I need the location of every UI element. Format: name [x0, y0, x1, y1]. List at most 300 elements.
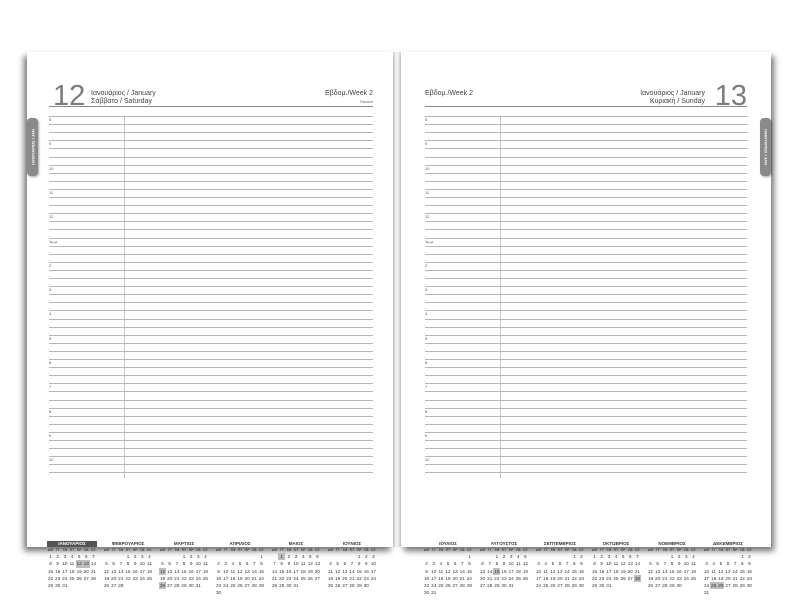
calendar-day[interactable]: 23 — [132, 575, 138, 581]
calendar-day[interactable]: 8 — [593, 561, 596, 567]
calendar-day[interactable]: 10 — [704, 568, 710, 574]
calendar-day[interactable]: 18 — [300, 568, 306, 574]
calendar-day[interactable]: 9 — [425, 568, 428, 574]
calendar-day[interactable]: 3 — [196, 554, 200, 559]
calendar-day[interactable]: 30 — [676, 583, 682, 589]
calendar-day[interactable]: 9 — [56, 561, 59, 567]
calendar-day[interactable]: 6 — [558, 561, 562, 567]
calendar-day[interactable]: 7 — [175, 561, 179, 567]
calendar-day[interactable]: 1 — [278, 553, 285, 560]
calendar-day[interactable]: 15 — [466, 568, 472, 574]
calendar-day[interactable]: 30 — [746, 583, 752, 589]
calendar-day[interactable]: 11 — [203, 561, 208, 567]
calendar-day[interactable]: 18 — [543, 575, 549, 581]
calendar-day[interactable]: 12 — [307, 561, 313, 567]
calendar-day[interactable]: 17 — [536, 575, 542, 581]
calendar-day[interactable]: 22 — [494, 575, 500, 581]
calendar-day[interactable]: 19 — [620, 568, 626, 574]
calendar-day[interactable]: 30 — [578, 583, 584, 589]
calendar-day[interactable]: 27 — [627, 575, 633, 581]
calendar-day[interactable]: 15 — [258, 568, 264, 574]
calendar-day[interactable]: 21 — [174, 575, 180, 581]
time-row[interactable] — [425, 310, 747, 311]
calendar-day[interactable]: 13 — [452, 568, 458, 574]
calendar-day[interactable]: 8 — [495, 561, 499, 567]
time-row[interactable] — [49, 408, 373, 409]
calendar-day[interactable]: 29 — [466, 583, 472, 589]
calendar-day[interactable]: 22 — [279, 575, 285, 581]
time-row[interactable] — [425, 351, 747, 352]
calendar-day[interactable]: 2 — [425, 561, 428, 567]
calendar-day[interactable]: 26 — [550, 583, 556, 589]
calendar-day[interactable]: 28 — [174, 583, 180, 589]
calendar-day[interactable]: 4 — [712, 561, 715, 567]
time-row[interactable] — [425, 302, 747, 303]
calendar-day[interactable]: 13 — [557, 568, 563, 574]
time-row[interactable] — [49, 221, 373, 222]
time-row[interactable] — [425, 140, 747, 141]
calendar-day[interactable]: 14 — [118, 568, 124, 574]
calendar-day[interactable]: 4 — [692, 554, 695, 559]
calendar-day[interactable]: 15 — [356, 568, 362, 574]
time-row[interactable] — [49, 254, 373, 255]
calendar-day[interactable]: 18 — [711, 575, 717, 581]
calendar-day[interactable]: 13 — [627, 561, 633, 567]
calendar-day[interactable]: 27 — [342, 583, 348, 589]
calendar-day[interactable]: 30 — [188, 583, 194, 589]
calendar-day[interactable]: 11 — [300, 561, 306, 567]
calendar-day[interactable]: 17 — [431, 575, 437, 581]
calendar-day[interactable]: 25 — [230, 583, 236, 589]
calendar-day[interactable]: 19 — [718, 575, 724, 581]
month-tab[interactable] — [760, 118, 771, 176]
calendar-day[interactable]: 8 — [280, 561, 283, 567]
calendar-day[interactable]: 29 — [279, 583, 285, 589]
calendar-day[interactable]: 16 — [424, 575, 430, 581]
calendar-day[interactable]: 8 — [740, 561, 744, 567]
calendar-day[interactable]: 14 — [487, 568, 493, 574]
time-row[interactable] — [49, 343, 373, 344]
calendar-day[interactable]: 3 — [537, 561, 540, 567]
calendar-day[interactable]: 15 — [181, 568, 187, 574]
calendar-day[interactable]: 16 — [501, 568, 507, 574]
calendar-day[interactable]: 21 — [251, 575, 257, 581]
calendar-day[interactable]: 28 — [732, 583, 738, 589]
time-row[interactable] — [425, 319, 747, 320]
calendar-day[interactable]: 3 — [684, 554, 688, 559]
calendar-day[interactable]: 26 — [522, 575, 528, 581]
calendar-day[interactable]: 11 — [438, 568, 444, 574]
calendar-day[interactable]: 25 — [300, 575, 306, 581]
calendar-day[interactable]: 4 — [70, 554, 74, 559]
time-row[interactable] — [425, 286, 747, 287]
calendar-day[interactable]: 10 — [536, 568, 542, 574]
time-row[interactable] — [49, 205, 373, 206]
calendar-day[interactable]: 17 — [370, 568, 376, 574]
calendar-day[interactable]: 10 — [431, 568, 437, 574]
calendar-day[interactable]: 23 — [363, 575, 369, 581]
calendar-day[interactable]: 17 — [704, 575, 710, 581]
calendar-day[interactable]: 9 — [364, 561, 368, 567]
calendar-day[interactable]: 14 — [251, 568, 257, 574]
calendar-day[interactable]: 28 — [662, 583, 668, 589]
calendar-day[interactable]: 26 — [718, 583, 724, 589]
calendar-day[interactable]: 11 — [691, 561, 696, 567]
calendar-day[interactable]: 7 — [350, 561, 354, 567]
calendar-day[interactable]: 19 — [648, 575, 654, 581]
time-row[interactable] — [49, 140, 373, 141]
calendar-day[interactable]: 6 — [453, 561, 457, 567]
calendar-day[interactable]: 31 — [431, 590, 437, 596]
time-row[interactable] — [49, 302, 373, 303]
calendar-day[interactable]: 22 — [48, 575, 54, 581]
calendar-day[interactable]: 12 — [160, 568, 166, 574]
calendar-day[interactable]: 7 — [460, 561, 464, 567]
time-row[interactable] — [49, 448, 373, 449]
time-row[interactable] — [49, 124, 373, 125]
time-row[interactable] — [425, 205, 747, 206]
calendar-day[interactable]: 25 — [202, 575, 208, 581]
calendar-day[interactable]: 19 — [335, 575, 341, 581]
calendar-day[interactable]: 6 — [656, 561, 659, 567]
time-row[interactable] — [425, 173, 747, 174]
time-row[interactable] — [49, 213, 373, 214]
calendar-day[interactable]: 10 — [195, 561, 201, 567]
time-row[interactable] — [49, 464, 373, 465]
calendar-day[interactable]: 18 — [438, 575, 444, 581]
time-row[interactable] — [49, 197, 373, 198]
calendar-day[interactable]: 31 — [704, 590, 710, 596]
calendar-day[interactable]: 13 — [725, 568, 731, 574]
calendar-day[interactable]: 1 — [182, 554, 186, 559]
calendar-day[interactable]: 20 — [167, 575, 173, 581]
calendar-day[interactable]: 17 — [508, 568, 514, 574]
calendar-day[interactable]: 9 — [580, 561, 583, 567]
calendar-day[interactable]: 1 — [572, 554, 576, 559]
time-row[interactable] — [425, 367, 747, 368]
calendar-day[interactable]: 21 — [459, 575, 465, 581]
calendar-day[interactable]: 23 — [578, 575, 584, 581]
calendar-day[interactable]: 24 — [139, 575, 145, 581]
time-row[interactable] — [425, 335, 747, 336]
calendar-day[interactable]: 30 — [55, 583, 61, 589]
time-row[interactable] — [425, 124, 747, 125]
calendar-day[interactable]: 15 — [571, 568, 577, 574]
calendar-day[interactable]: 4 — [614, 554, 618, 559]
calendar-day[interactable]: 1 — [670, 554, 674, 559]
calendar-day[interactable]: 9 — [287, 561, 291, 567]
calendar-day[interactable]: 8 — [49, 561, 52, 567]
calendar-day[interactable]: 20 — [655, 575, 661, 581]
calendar-day[interactable]: 29 — [739, 583, 745, 589]
calendar-day[interactable]: 18 — [328, 575, 334, 581]
calendar-day[interactable]: 11 — [711, 568, 717, 574]
calendar-day[interactable]: 17 — [293, 568, 299, 574]
calendar-day[interactable]: 24 — [370, 575, 376, 581]
calendar-day[interactable]: 17 — [62, 568, 68, 574]
calendar-day[interactable]: 4 — [544, 561, 547, 567]
calendar-day[interactable]: 24 — [683, 575, 689, 581]
time-row[interactable] — [425, 229, 747, 230]
time-row[interactable] — [425, 327, 747, 328]
calendar-day[interactable]: 3 — [224, 561, 227, 567]
calendar-day[interactable]: 24 — [536, 583, 542, 589]
calendar-day[interactable]: 19 — [76, 568, 82, 574]
calendar-day[interactable]: 14 — [634, 561, 640, 567]
calendar-day[interactable]: 25 — [438, 583, 444, 589]
calendar-day[interactable]: 8 — [468, 561, 471, 567]
calendar-day[interactable]: 7 — [488, 561, 491, 567]
calendar-day[interactable]: 19 — [550, 575, 556, 581]
calendar-day[interactable]: 17 — [139, 568, 145, 574]
calendar-day[interactable]: 19 — [307, 568, 313, 574]
calendar-day[interactable]: 1 — [740, 554, 744, 559]
time-row[interactable] — [49, 319, 373, 320]
calendar-day[interactable]: 5 — [719, 561, 723, 567]
calendar-day[interactable]: 5 — [105, 561, 108, 567]
calendar-day[interactable]: 10 — [139, 561, 145, 567]
calendar-day[interactable]: 22 — [669, 575, 675, 581]
calendar-day[interactable]: 11 — [147, 561, 152, 567]
calendar-day[interactable]: 23 — [286, 575, 292, 581]
calendar-day[interactable]: 24 — [508, 575, 514, 581]
calendar-day[interactable]: 29 — [592, 583, 598, 589]
calendar-day[interactable]: 6 — [481, 561, 484, 567]
calendar-day[interactable]: 28 — [251, 583, 257, 589]
time-row[interactable] — [49, 383, 373, 384]
calendar-day[interactable]: 12 — [522, 561, 528, 567]
time-row[interactable] — [49, 173, 373, 174]
calendar-day[interactable]: 30 — [599, 583, 605, 589]
calendar-day[interactable]: 28 — [349, 583, 355, 589]
calendar-day[interactable]: 25 — [515, 575, 521, 581]
calendar-day[interactable]: 9 — [600, 561, 603, 567]
calendar-day[interactable]: 27 — [167, 583, 173, 589]
time-row[interactable] — [49, 416, 373, 417]
calendar-day[interactable]: 7 — [733, 561, 737, 567]
calendar-day[interactable]: 29 — [48, 583, 54, 589]
time-row[interactable] — [49, 286, 373, 287]
calendar-day[interactable]: 2 — [600, 554, 603, 559]
calendar-day[interactable]: 2 — [56, 554, 59, 559]
time-row[interactable] — [49, 351, 373, 352]
calendar-day[interactable]: 1 — [126, 554, 130, 559]
calendar-day[interactable]: 29 — [494, 583, 500, 589]
calendar-day[interactable]: 14 — [732, 568, 738, 574]
calendar-day[interactable]: 30 — [363, 583, 369, 589]
calendar-day[interactable]: 2 — [502, 554, 506, 559]
calendar-day[interactable]: 31 — [195, 583, 201, 589]
calendar-day[interactable]: 1 — [495, 554, 499, 559]
calendar-day[interactable]: 27 — [83, 575, 89, 581]
calendar-day[interactable]: 17 — [606, 568, 612, 574]
time-row[interactable] — [425, 472, 747, 473]
calendar-day[interactable]: 14 — [174, 568, 180, 574]
calendar-day[interactable]: 23 — [676, 575, 682, 581]
calendar-day[interactable]: 24 — [223, 583, 229, 589]
calendar-day[interactable]: 26 — [104, 583, 110, 589]
calendar-day[interactable]: 1 — [468, 554, 471, 559]
calendar-day[interactable]: 16 — [55, 568, 61, 574]
calendar-day[interactable]: 13 — [111, 568, 117, 574]
calendar-day[interactable]: 16 — [599, 568, 605, 574]
calendar-day[interactable]: 18 — [69, 568, 75, 574]
calendar-day[interactable]: 1 — [260, 554, 263, 559]
calendar-day[interactable]: 12 — [445, 568, 451, 574]
calendar-day[interactable]: 12 — [648, 568, 654, 574]
calendar-day[interactable]: 23 — [188, 575, 194, 581]
calendar-day[interactable]: 28 — [459, 583, 465, 589]
calendar-day[interactable]: 29 — [258, 583, 264, 589]
time-row[interactable] — [425, 375, 747, 376]
calendar-day[interactable]: 21 — [349, 575, 355, 581]
time-row[interactable] — [49, 472, 373, 473]
calendar-day[interactable]: 25 — [613, 575, 619, 581]
calendar-day[interactable]: 13 — [244, 568, 250, 574]
time-row[interactable] — [49, 456, 373, 457]
calendar-day[interactable]: 20 — [83, 568, 89, 574]
calendar-day[interactable]: 11 — [613, 561, 619, 567]
time-row[interactable] — [425, 400, 747, 401]
time-row[interactable] — [425, 270, 747, 271]
time-row[interactable] — [49, 132, 373, 133]
calendar-day[interactable]: 9 — [748, 561, 751, 567]
calendar-day[interactable]: 10 — [683, 561, 689, 567]
calendar-day[interactable]: 13 — [342, 568, 348, 574]
calendar-day[interactable]: 9 — [189, 561, 193, 567]
calendar-day[interactable]: 28 — [564, 583, 570, 589]
calendar-day[interactable]: 4 — [148, 554, 151, 559]
time-row[interactable] — [425, 391, 747, 392]
calendar-day[interactable]: 24 — [293, 575, 299, 581]
calendar-day[interactable]: 3 — [294, 554, 298, 559]
calendar-day[interactable]: 30 — [216, 590, 222, 596]
calendar-day[interactable]: 16 — [578, 568, 584, 574]
time-row[interactable] — [425, 448, 747, 449]
calendar-day[interactable]: 16 — [132, 568, 138, 574]
calendar-day[interactable]: 16 — [676, 568, 682, 574]
calendar-day[interactable]: 2 — [364, 554, 368, 559]
calendar-day[interactable]: 24 — [195, 575, 201, 581]
calendar-day[interactable]: 21 — [732, 575, 738, 581]
calendar-day[interactable]: 5 — [551, 561, 555, 567]
calendar-day[interactable]: 4 — [301, 554, 305, 559]
calendar-day[interactable]: 8 — [357, 561, 361, 567]
calendar-day[interactable]: 20 — [111, 575, 117, 581]
calendar-day[interactable]: 5 — [77, 554, 81, 559]
calendar-day[interactable]: 22 — [258, 575, 264, 581]
calendar-day[interactable]: 5 — [446, 561, 450, 567]
calendar-day[interactable]: 25 — [543, 583, 549, 589]
calendar-day[interactable]: 13 — [167, 568, 173, 574]
time-row[interactable] — [425, 408, 747, 409]
time-row[interactable] — [425, 181, 747, 182]
calendar-day[interactable]: 18 — [146, 568, 152, 574]
calendar-day[interactable]: 3 — [63, 554, 67, 559]
time-row[interactable] — [425, 148, 747, 149]
time-row[interactable] — [425, 440, 747, 441]
calendar-day[interactable]: 2 — [748, 554, 751, 559]
calendar-day[interactable]: 7 — [92, 554, 95, 559]
calendar-day[interactable]: 22 — [739, 575, 745, 581]
calendar-day[interactable]: 3 — [140, 554, 144, 559]
calendar-day[interactable]: 17 — [683, 568, 689, 574]
calendar-day[interactable]: 18 — [230, 575, 236, 581]
calendar-day[interactable]: 15 — [669, 568, 675, 574]
calendar-day[interactable]: 19 — [160, 575, 166, 581]
calendar-day[interactable]: 12 — [104, 568, 110, 574]
calendar-day[interactable]: 21 — [118, 575, 124, 581]
calendar-day[interactable]: 22 — [592, 575, 598, 581]
calendar-day[interactable]: 18 — [613, 568, 619, 574]
calendar-day[interactable]: 6 — [316, 554, 319, 559]
calendar-day[interactable]: 31 — [293, 583, 299, 589]
time-row[interactable] — [49, 391, 373, 392]
calendar-day[interactable]: 23 — [501, 575, 507, 581]
calendar-day[interactable]: 9 — [217, 568, 220, 574]
calendar-day[interactable]: 10 — [62, 561, 68, 567]
calendar-day[interactable]: 23 — [55, 575, 61, 581]
calendar-day[interactable]: 2 — [580, 554, 583, 559]
calendar-day[interactable]: 26 — [445, 583, 451, 589]
time-row[interactable] — [425, 213, 747, 214]
time-row[interactable] — [425, 424, 747, 425]
calendar-day[interactable]: 26 — [620, 575, 626, 581]
calendar-day[interactable]: 25 — [146, 575, 152, 581]
calendar-day[interactable]: 26 — [307, 575, 313, 581]
calendar-day[interactable]: 16 — [286, 568, 292, 574]
time-row[interactable] — [425, 165, 747, 166]
calendar-day[interactable]: 12 — [76, 561, 82, 567]
time-row[interactable] — [49, 262, 373, 263]
calendar-day[interactable]: 13 — [314, 561, 320, 567]
calendar-day[interactable]: 12 — [335, 568, 341, 574]
month-tab[interactable] — [27, 118, 38, 176]
calendar-day[interactable]: 29 — [669, 583, 675, 589]
calendar-day[interactable]: 15 — [125, 568, 131, 574]
calendar-day[interactable]: 28 — [118, 583, 124, 589]
calendar-day[interactable]: 8 — [126, 561, 130, 567]
calendar-day[interactable]: 27 — [111, 583, 117, 589]
time-row[interactable] — [49, 189, 373, 190]
calendar-day[interactable]: 20 — [244, 575, 250, 581]
time-row[interactable] — [425, 132, 747, 133]
calendar-day[interactable]: 6 — [112, 561, 115, 567]
calendar-day[interactable]: 29 — [181, 583, 187, 589]
calendar-day[interactable]: 11 — [230, 568, 236, 574]
time-row[interactable] — [49, 335, 373, 336]
calendar-day[interactable]: 5 — [649, 561, 652, 567]
time-row[interactable] — [49, 375, 373, 376]
calendar-day[interactable]: 26 — [335, 583, 341, 589]
calendar-day[interactable]: 11 — [515, 561, 521, 567]
calendar-day[interactable]: 6 — [245, 561, 249, 567]
time-row[interactable] — [49, 116, 373, 117]
time-row[interactable] — [425, 343, 747, 344]
time-row[interactable] — [425, 221, 747, 222]
calendar-day[interactable]: 3 — [509, 554, 513, 559]
calendar-day[interactable]: 27 — [725, 583, 731, 589]
calendar-day[interactable]: 19 — [522, 568, 528, 574]
calendar-day[interactable]: 9 — [677, 561, 681, 567]
calendar-day[interactable]: 30 — [286, 583, 292, 589]
calendar-day[interactable]: 14 — [272, 568, 278, 574]
time-row[interactable] — [425, 294, 747, 295]
calendar-day[interactable]: 28 — [272, 583, 278, 589]
time-row[interactable] — [425, 359, 747, 360]
calendar-day[interactable]: 15 — [592, 568, 598, 574]
calendar-day[interactable]: 24 — [704, 583, 710, 589]
